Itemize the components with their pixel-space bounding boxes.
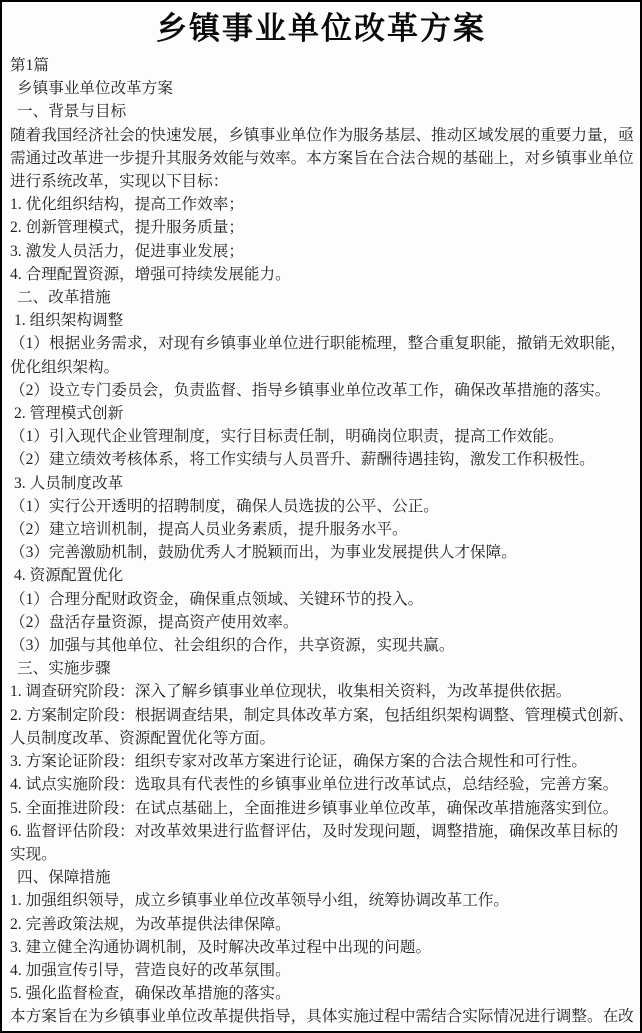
text-line: 二、改革措施 [17,289,111,307]
text-line: 3. 建立健全沟通协调机制，及时解决改革过程中出现的问题。 [10,938,432,956]
text-line: 6. 监督评估阶段：对改革效果进行监督评估，及时发现问题，调整措施，确保改革目标的 [10,822,619,840]
text-line: （3）加强与其他单位、社会组织的合作，共享资源，实现共赢。 [10,637,455,655]
text-line: 实现。 [10,845,57,863]
text-line: 4. 试点实施阶段：选取具有代表性的乡镇事业单位进行改革试点，总结经验，完善方案。 [10,776,619,794]
text-line: 进行系统改革，实现以下目标： [10,173,229,191]
text-line: 4. 合理配置资源，增强可持续发展能力。 [10,265,291,283]
text-line: 2. 完善政策法规，为改革提供法律保障。 [10,915,291,933]
text-line: 随着我国经济社会的快速发展，乡镇事业单位作为服务基层、推动区域发展的重要力量，亟 [10,126,634,144]
text-line: （1）引入现代企业管理制度，实行目标责任制，明确岗位职责，提高工作效能。 [10,428,564,446]
text-line: 1. 调查研究阶段：深入了解乡镇事业单位现状，收集相关资料，为改革提供依据。 [10,683,572,701]
document-body [2,54,640,1029]
text-line: （2）盘活存量资源，提高资产使用效率。 [10,613,299,631]
text-line: 2. 方案制定阶段：根据调查结果，制定具体改革方案，包括组织架构调整、管理模式创新、 [10,706,634,724]
text-line: （2）设立专门委员会，负责监督、指导乡镇事业单位改革工作，确保改革措施的落实。 [10,381,611,399]
text-line: 优化组织架构。 [10,358,120,376]
text-line: 3. 人员制度改革 [14,474,124,492]
text-line: 一、背景与目标 [17,103,127,121]
text-line: 3. 方案论证阶段：组织专家对改革方案进行论证，确保方案的合法合规性和可行性。 [10,753,587,771]
text-line: 4. 资源配置优化 [14,567,124,585]
text-line: 本方案旨在为乡镇事业单位改革提供指导，具体实施过程中需结合实际情况进行调整。在改 [10,1008,634,1026]
text-line: （2）建立绩效考核体系，将工作实绩与人员晋升、薪酬待遇挂钩，激发工作积极性。 [10,451,595,469]
text-line: 四、保障措施 [17,869,111,887]
text-line: 2. 创新管理模式，提升服务质量； [10,219,244,237]
text-line: 人员制度改革、资源配置优化等方面。 [10,729,276,747]
text-line: 5. 强化监督检查，确保改革措施的落实。 [10,985,291,1003]
text-line: （1）根据业务需求，对现有乡镇事业单位进行职能梳理，整合重复职能，撤销无效职能， [10,335,626,353]
text-line: 1. 加强组织领导，成立乡镇事业单位改革领导小组，统筹协调改革工作。 [10,892,510,910]
text-line: 3. 激发人员活力，促进事业发展； [10,242,244,260]
text-line: 4. 加强宣传引导，营造良好的改革氛围。 [10,961,291,979]
text-line: 1. 优化组织结构，提高工作效率； [10,196,244,214]
text-line: 5. 全面推进阶段：在试点基础上，全面推进乡镇事业单位改革，确保改革措施落实到位。 [10,799,619,817]
text-line: 三、实施步骤 [17,660,111,678]
text-line: （1）合理分配财政资金，确保重点领域、关键环节的投入。 [10,590,424,608]
document-title: 乡镇事业单位改革方案 [156,11,486,46]
text-line: 第1篇 [10,57,49,74]
text-line: 2. 管理模式创新 [14,405,124,423]
text-line: （1）实行公开透明的招聘制度，确保人员选拔的公平、公正。 [10,497,439,515]
text-line: 1. 组织架构调整 [14,312,124,330]
text-line: （3）完善激励机制，鼓励优秀人才脱颖而出，为事业发展提供人才保障。 [10,544,517,562]
text-line: （2）建立培训机制，提高人员业务素质，提升服务水平。 [10,521,408,539]
text-line: 乡镇事业单位改革方案 [17,80,173,98]
text-line: 需通过改革进一步提升其服务效能与效率。本方案旨在合法合规的基础上，对乡镇事业单位 [10,149,634,167]
